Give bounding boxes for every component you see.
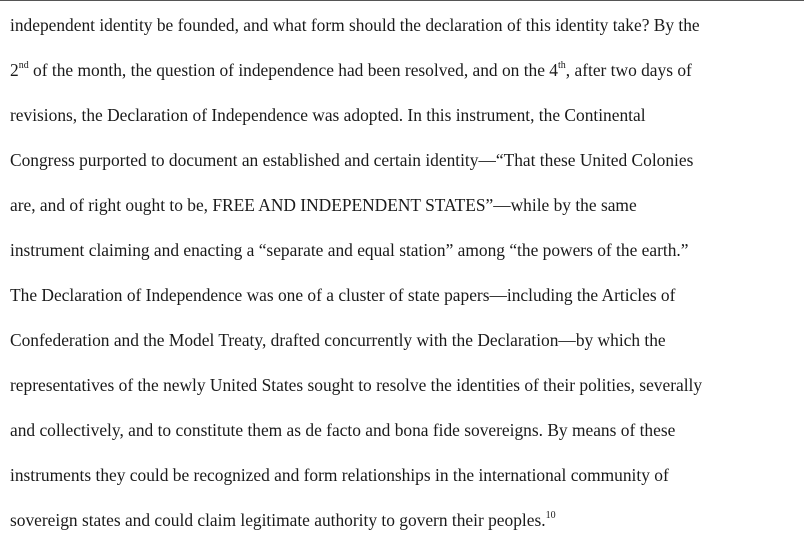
text-line: instruments they could be recognized and form relationships in the international community of xyxy=(10,465,669,485)
text-line: sovereign states and could claim legitimate authority to govern their peoples.$^{10}$ xyxy=(10,510,556,530)
text-line: The Declaration of Independence was one of a cluster of state papers—including the Articles of xyxy=(10,285,676,305)
text-line: and collectively, and to constitute them as de facto and bona fide sovereigns. By means of these xyxy=(10,420,676,440)
text-line: representatives of the newly United States sought to resolve the identities of their polities, severally xyxy=(10,375,703,395)
footnote-marker[interactable]: 10 xyxy=(545,510,556,521)
text-line: are, and of right ought to be, FREE AND INDEPENDENT STATES”—while by the same xyxy=(10,195,637,215)
superscript: th xyxy=(558,60,566,71)
text-line: 2nd of the month, the question of independence had been resolved, and on the 4th, after two days of xyxy=(10,60,692,80)
text-line: Congress purported to document an established and certain identity—“That these United Colonies xyxy=(10,150,694,170)
text-line: independent identity be founded, and what form should the declaration of this identity take? By the xyxy=(10,15,700,35)
text-line: Confederation and the Model Treaty, drafted concurrently with the Declaration—by which the xyxy=(10,330,666,350)
superscript: nd xyxy=(18,60,29,71)
text-line: revisions, the Declaration of Independence was adopted. In this instrument, the Continental xyxy=(10,105,646,125)
text-line: instrument claiming and enacting a “separate and equal station” among “the powers of the earth.” xyxy=(10,240,689,260)
